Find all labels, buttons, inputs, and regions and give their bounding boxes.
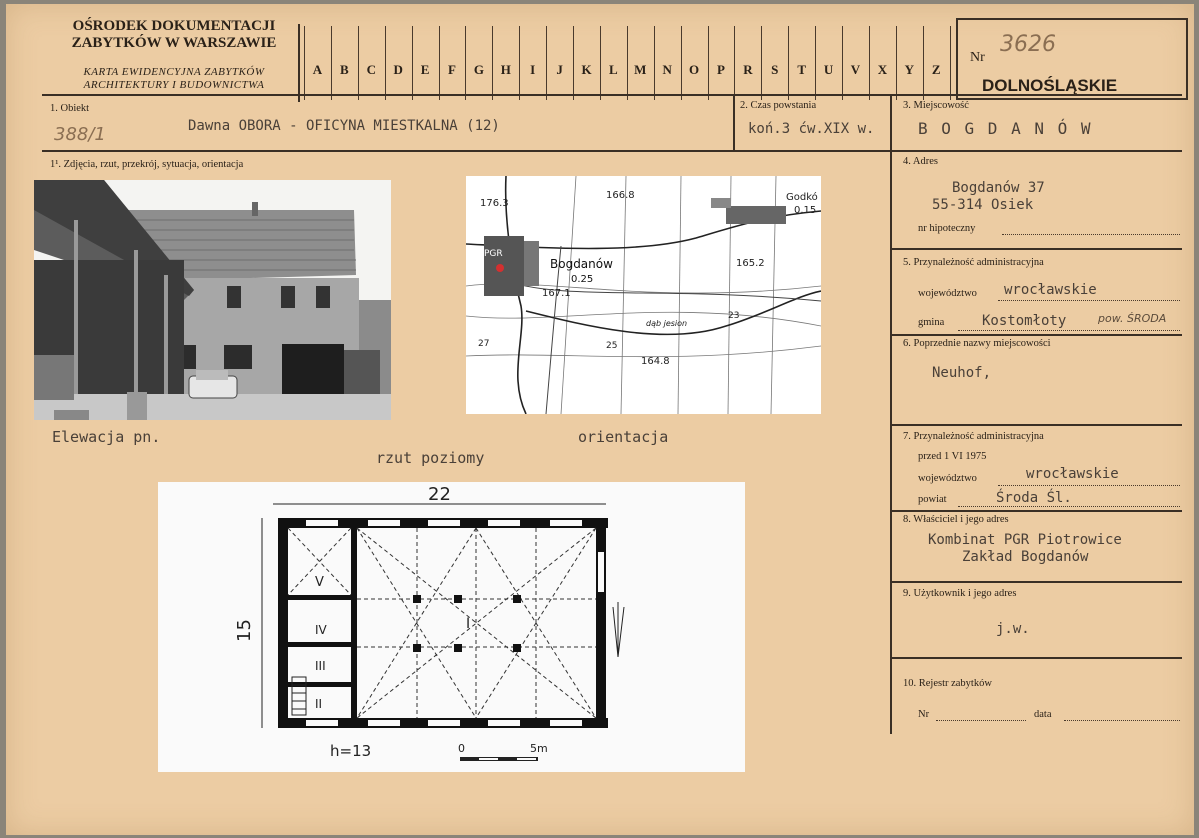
gmina-value: Kostomłoty (982, 313, 1067, 329)
index-letter: D (393, 62, 403, 77)
plan-room-iv: IV (315, 623, 327, 637)
map-place-alt: 0.25 (571, 274, 594, 285)
card-title: KARTA EWIDENCYJNA ZABYTKÓW ARCHITEKTURY I BUDOWNICTWA (83, 66, 265, 91)
map-label-pgr: PGR (484, 249, 503, 259)
uzytkownik-value: j.w. (996, 621, 1030, 637)
powiat-label: powiat (918, 494, 947, 505)
plan-height-dim: 15 (234, 619, 255, 642)
record-number-box (956, 18, 1188, 100)
plan-room-i: I (466, 616, 471, 632)
index-letter: C (366, 62, 376, 77)
plan-room-iii: III (315, 659, 326, 673)
nr-label: Nr (970, 50, 985, 65)
woj2-value: wrocławskie (1026, 466, 1119, 482)
map-height-5: 164.8 (641, 356, 670, 367)
wlasciciel-label: 8. Właściciel i jego adres (903, 514, 1009, 525)
index-letter: T (797, 62, 807, 77)
obiekt-label: 1. Obiekt (50, 103, 90, 114)
map-number-23: 23 (728, 311, 740, 321)
przyn-label: 5. Przynależność administracyjna (903, 257, 1044, 268)
index-letter: O (689, 62, 700, 77)
woj2-label: województwo (918, 473, 977, 484)
org-name: OŚRODEK DOKUMENTACJI ZABYTKÓW W WARSZAWIE (71, 18, 277, 51)
map-height-4: 167.1 (542, 288, 571, 299)
plan-height-note: h=13 (330, 742, 372, 760)
index-letter: X (877, 62, 888, 77)
inventory-card (6, 4, 1194, 835)
index-letter: M (634, 62, 647, 77)
gmina-label: gmina (918, 317, 945, 328)
plan-scale-zero: 0 (458, 742, 465, 755)
nr-value: 3626 (1000, 32, 1056, 57)
miejscowosc-value: B O G D A N Ó W (918, 119, 1093, 138)
index-letter: H (500, 62, 511, 77)
index-letter: Z (931, 62, 941, 77)
caption-elewacja: Elewacja pn. (52, 428, 161, 446)
obiekt-value: Dawna OBORA - OFICYNA MIESTKALNA (12) (188, 118, 500, 134)
index-letter: U (823, 62, 834, 77)
region-name: DOLNOŚLĄSKIE (982, 76, 1118, 95)
plan-scale-five: 5m (530, 742, 548, 755)
plan-room-v: V (315, 575, 324, 590)
index-letter: Y (904, 62, 914, 77)
map-height-1: 176.3 (480, 198, 509, 209)
zdjecia-label: 1¹. Zdjęcia, rzut, przekrój, sytuacja, orientacja (50, 159, 244, 170)
adres-line2: 55-314 Osiek (932, 197, 1034, 213)
przed-label: przed 1 VI 1975 (918, 451, 987, 462)
elevation-photo (34, 180, 391, 420)
plan-width-dim: 22 (428, 484, 451, 505)
gmina-note: pow. ŚRODA (1098, 312, 1167, 325)
poprz-label: 6. Poprzednie nazwy miejscowości (903, 338, 1051, 349)
woj-value: wrocławskie (1004, 282, 1097, 298)
nr-hip-label: nr hipoteczny (918, 223, 976, 234)
caption-rzut: rzut poziomy (376, 449, 485, 467)
floor-plan (158, 482, 745, 772)
index-letter: I (530, 62, 536, 77)
index-letter: J (556, 62, 563, 77)
adres-label: 4. Adres (903, 156, 938, 167)
czas-label: 2. Czas powstania (740, 100, 817, 111)
map-height-2: 166.8 (606, 190, 635, 201)
plan-room-ii: II (315, 697, 323, 711)
map-number-25: 25 (606, 341, 618, 351)
index-letter: K (581, 62, 592, 77)
index-letter: R (743, 62, 753, 77)
index-letter: A (312, 62, 323, 77)
map-height-3: 165.2 (736, 258, 765, 269)
wlasciciel-line2: Zakład Bogdanów (962, 549, 1089, 565)
index-letter: B (340, 62, 349, 77)
index-letter: V (850, 62, 861, 77)
powiat-value: Środa Śl. (996, 490, 1072, 506)
map-number-27: 27 (478, 339, 490, 349)
map-label-place: Bogdanów (550, 257, 613, 271)
woj-label: województwo (918, 288, 977, 299)
letter-separator (950, 26, 951, 100)
map-godk-alt: 0.15 (794, 205, 817, 216)
index-letter: E (420, 62, 430, 77)
map-forest-label: dąb jesion (646, 319, 688, 328)
czas-value: koń.3 ćw.XIX w. (748, 121, 875, 137)
miejscowosc-label: 3. Miejscowość (903, 100, 969, 111)
index-letter: S (771, 62, 779, 77)
orientation-map (466, 176, 821, 414)
index-letter: L (609, 62, 618, 77)
adres-line1: Bogdanów 37 (952, 180, 1045, 196)
map-label-godk: Godkó (786, 192, 818, 203)
caption-orientacja: orientacja (578, 428, 669, 446)
rejestr-data-label: data (1034, 709, 1052, 720)
index-letter: F (448, 62, 456, 77)
index-letter: N (662, 62, 672, 77)
rejestr-label: 10. Rejestr zabytków (903, 678, 992, 689)
wlasciciel-line1: Kombinat PGR Piotrowice (928, 532, 1122, 548)
obiekt-number: 388/1 (54, 124, 106, 145)
index-letter: G (473, 62, 484, 77)
przyn2-label: 7. Przynależność administracyjna (903, 431, 1044, 442)
rejestr-nr-label: Nr (918, 709, 930, 720)
poprz-value: Neuhof, (932, 365, 992, 381)
uzytkownik-label: 9. Użytkownik i jego adres (903, 588, 1017, 599)
index-letter: P (717, 62, 725, 77)
